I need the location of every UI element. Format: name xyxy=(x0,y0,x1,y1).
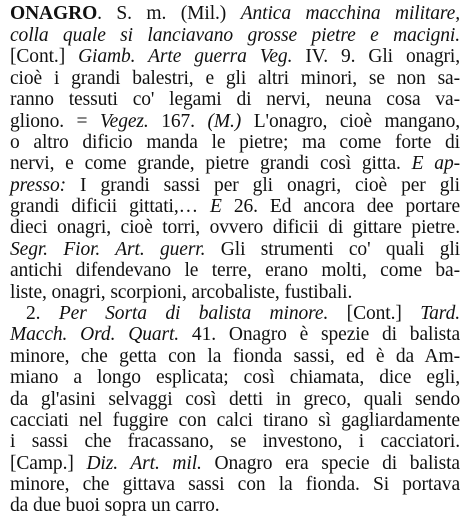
entry-line: da due buoi sopra un carro. xyxy=(10,495,220,516)
entry-line: o altro dificio manda le pietre; ma come forte di xyxy=(10,132,460,153)
entry-line: Segr. Fior. Art. guerr. Gli strumenti co' quali gli xyxy=(10,239,460,260)
entry-line: cioè i grandi balestri, e gli altri minori, se non sa- xyxy=(10,68,460,89)
entry-line: colla quale si lanciavano grosse pietre e macigni. xyxy=(10,25,460,46)
entry-line: antichi difendevano le terre, erano molti, come ba- xyxy=(10,260,460,281)
entry-line: nervi, e come grande, pietre grandi così gitta. E ap- xyxy=(10,153,461,174)
entry-line: grandi dificii gittati,… E 26. Ed ancora dee portare xyxy=(10,196,460,217)
entry-line: minore, che gittava sassi con la fionda. Si portava xyxy=(10,474,460,495)
entry-line: 2. Per Sorta di balista minore. [Cont.] Tard. xyxy=(26,303,460,324)
entry-line: ranno tessuti co' legami di nervi, neuna cosa va- xyxy=(10,89,460,110)
entry-line: [Camp.] Diz. Art. mil. Onagro era specie di balista xyxy=(10,453,460,474)
entry-line: da gl'asini selvaggi così detti in greco, quali sendo xyxy=(10,389,460,410)
entry-line: Macch. Ord. Quart. 41. Onagro è spezie di balista xyxy=(10,324,460,345)
entry-line: dieci onagri, cioè torri, ovvero dificii di gittare pietre. xyxy=(10,217,460,238)
entry-line: miano a longo esplicata; così chiamata, dice egli, xyxy=(10,367,460,388)
entry-line: [Cont.] Giamb. Arte guerra Veg. IV. 9. Gli onagri, xyxy=(10,46,460,67)
entry-line: ONAGRO. S. m. (Mil.) Antica macchina militare, xyxy=(10,3,460,24)
entry-line: cacciati nel fuggire con calci tirano sì gagliardamente xyxy=(10,410,460,431)
entry-line: presso: I grandi sassi per gli onagri, cioè per gli xyxy=(10,175,460,196)
entry-line: liste, onagri, scorpioni, arcobaliste, fustibali. xyxy=(10,282,353,303)
entry-line: gliono. = Vegez. 167. (M.) L'onagro, cioè mangano, xyxy=(10,111,460,132)
entry-line: i sassi che fracassano, se investono, i cacciatori. xyxy=(10,431,460,452)
entry-line: minore, che getta con la fionda sassi, ed è da Am- xyxy=(10,346,460,367)
